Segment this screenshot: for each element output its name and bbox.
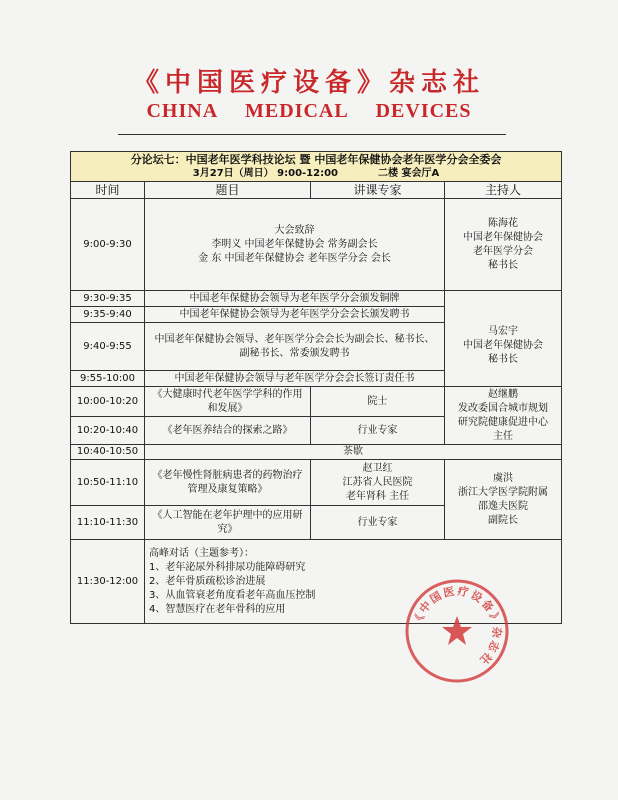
- host-cell: [445, 307, 562, 387]
- table-row: [71, 199, 562, 291]
- host-cell: [445, 199, 562, 291]
- dialogue-topic: 3、从血管衰老角度看老年高血压控制: [149, 589, 316, 601]
- forum-date-time: 3月27日（周日） 9:00-12:00: [192, 168, 339, 179]
- table-row: [71, 291, 562, 307]
- host-title: 副院长: [488, 514, 519, 526]
- opening-speaker-1: 李明义 中国老年保健协会 常务副会长: [211, 238, 378, 250]
- schedule-table: [70, 151, 562, 624]
- host-name: 陈海花: [488, 217, 519, 229]
- speaker-name: 赵卫红: [362, 462, 393, 474]
- row-time: 11:30-12:00: [71, 540, 145, 624]
- forum-title-row: [71, 152, 562, 182]
- row-topic: [145, 506, 311, 540]
- table-row: [71, 460, 562, 506]
- host-dept: 老年医学分会: [473, 245, 534, 257]
- table-row: [71, 445, 562, 460]
- host-dept: 邵逸夫医院: [478, 500, 529, 512]
- forum-venue: 二楼 宴会厅A: [378, 168, 440, 179]
- row-topic: [145, 387, 311, 417]
- host-cell: [445, 291, 562, 307]
- column-header-host: 主持人: [445, 182, 562, 199]
- host-title: 秘书长: [488, 354, 519, 366]
- host-name: 马宏宇: [488, 326, 519, 338]
- table-row: [71, 387, 562, 417]
- topic-line: 管理及康复策略》: [187, 483, 268, 495]
- host-cell: [445, 460, 562, 540]
- speaker-title: 老年肾科 主任: [345, 490, 410, 502]
- column-header-time: 时间: [71, 182, 145, 199]
- row-topic: [145, 460, 311, 506]
- row-speaker: [311, 460, 445, 506]
- row-time: 10:40-10:50: [71, 445, 145, 460]
- host-name: 赵继鹏: [488, 388, 519, 400]
- header-divider: [118, 134, 506, 135]
- topic-line: 《大健康时代老年医学学科的作用: [152, 388, 303, 400]
- row-time: 10:00-10:20: [71, 387, 145, 417]
- dialogue-topic: 1、老年泌尿外科排尿功能障碍研究: [149, 561, 306, 573]
- row-speaker: 行业专家: [311, 506, 445, 540]
- host-cell: [445, 387, 562, 445]
- row-time: 10:20-10:40: [71, 417, 145, 445]
- speaker-org: 江苏省人民医院: [342, 476, 413, 488]
- official-seal-icon: [402, 576, 512, 686]
- row-time: 9:00-9:30: [71, 199, 145, 291]
- seal-text: 《中国医疗设备》杂志社: [411, 584, 504, 669]
- row-time: 11:10-11:30: [71, 506, 145, 540]
- topic-line: 《老年慢性肾脏病患者的药物治疗: [152, 469, 303, 481]
- topic-line: 和发展》: [207, 402, 248, 414]
- host-org: 中国老年保健协会: [463, 340, 544, 352]
- topic-line: 副秘书长、常委颁发聘书: [239, 347, 350, 359]
- topic-line: 中国老年保健协会领导、老年医学分会会长为副会长、秘书长、: [154, 333, 435, 345]
- opening-speaker-2: 金 东 中国老年保健协会 老年医学分会 会长: [198, 252, 391, 264]
- forum-title: 分论坛七：中国老年医学科技论坛 暨 中国老年保健协会老年医学分会全委会: [130, 153, 502, 166]
- row-time: 9:30-9:35: [71, 291, 145, 307]
- topic-line: 究》: [217, 523, 238, 535]
- row-topic: 中国老年保健协会领导为老年医学分会会长颁发聘书: [145, 307, 445, 323]
- row-time: 9:40-9:55: [71, 323, 145, 371]
- dialogue-topic: 4、智慧医疗在老年骨科的应用: [149, 603, 286, 615]
- dialogue-topic: 2、老年骨质疏松诊治进展: [149, 575, 266, 587]
- magazine-title-en: CHINA MEDICAL DEVICES: [146, 100, 472, 122]
- column-header-topic: 题目: [145, 182, 311, 199]
- row-speaker: 院士: [311, 387, 445, 417]
- row-topic: 中国老年保健协会领导为老年医学分会颁发铜牌: [145, 291, 445, 307]
- column-header-row: [71, 182, 562, 199]
- forum-schedule-line: [73, 167, 559, 181]
- row-topic: [145, 323, 445, 371]
- row-topic: [145, 199, 445, 291]
- host-org: 中国老年保健协会: [463, 231, 544, 243]
- row-time: 10:50-11:10: [71, 460, 145, 506]
- magazine-title-cn: 《中国医疗设备》杂志社: [132, 68, 485, 98]
- column-header-speaker: 讲课专家: [311, 182, 445, 199]
- dialogue-heading: 高峰对话（主题参考）：: [149, 547, 254, 559]
- host-org: 发改委国合城市规划: [458, 402, 549, 414]
- row-time: 9:35-9:40: [71, 307, 145, 323]
- host-dept: 研究院健康促进中心: [458, 416, 549, 428]
- tea-break: 茶歇: [145, 445, 562, 460]
- host-title: 主任: [493, 430, 514, 442]
- row-speaker: 行业专家: [311, 417, 445, 445]
- topic-line: 《人工智能在老年护理中的应用研: [152, 509, 303, 521]
- host-title: 秘书长: [488, 259, 519, 271]
- host-org: 浙江大学医学院附属: [458, 486, 549, 498]
- row-topic: 《老年医养结合的探索之路》: [145, 417, 311, 445]
- table-row: [71, 307, 562, 323]
- host-name: 虞洪: [493, 472, 514, 484]
- row-time: 9:55-10:00: [71, 371, 145, 387]
- row-topic: 中国老年保健协会领导与老年医学分会会长签订责任书: [145, 371, 445, 387]
- opening-speech-title: 大会致辞: [274, 224, 315, 236]
